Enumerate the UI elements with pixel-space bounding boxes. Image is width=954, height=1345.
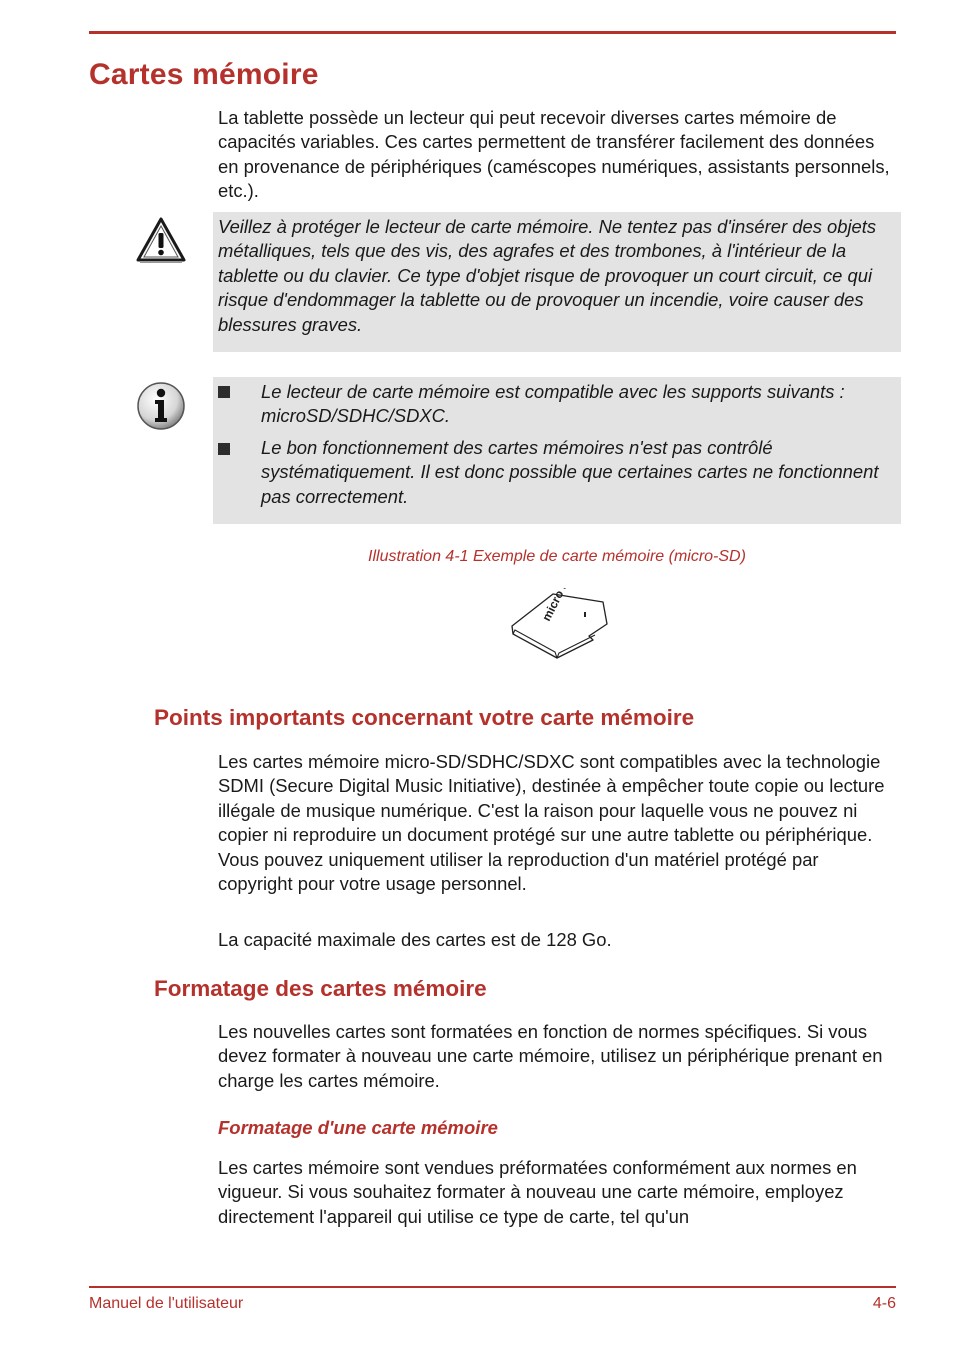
microsd-card-illustration bbox=[505, 588, 609, 665]
info-item: Le bon fonctionnement des cartes mémoires n'est pas contrôlé systématiquement. Il est donc possible que certaines cartes ne fonctionnent pas correctement. bbox=[261, 437, 879, 507]
header-rule bbox=[89, 31, 896, 34]
footer-manual-title: Manuel de l'utilisateur bbox=[89, 1295, 244, 1312]
bullet-icon bbox=[218, 443, 230, 455]
section-heading-formatting: Formatage des cartes mémoire bbox=[154, 976, 487, 1001]
footer-rule bbox=[89, 1286, 896, 1288]
section1-capacity-paragraph: La capacité maximale des cartes est de 128 Go. bbox=[218, 929, 612, 950]
svg-text:micro SD: micro SD bbox=[539, 588, 576, 624]
subsection-heading-format-card: Formatage d'une carte mémoire bbox=[218, 1117, 498, 1138]
warning-note bbox=[213, 212, 901, 352]
subsection-paragraph: Les cartes mémoire sont vendues préformatées conformément aux normes en vigueur. Si vous souhaitez formater à nouveau une carte mémoire, employez directement l'appareil qui utilise ce type de carte, tel qu'un bbox=[218, 1157, 857, 1227]
section2-paragraph: Les nouvelles cartes sont formatées en fonction de normes spécifiques. Si vous devez formater à nouveau une carte mémoire, utilisez un périphérique prenant en charge les cartes mémoire. bbox=[218, 1021, 883, 1091]
warning-triangle-icon bbox=[136, 216, 186, 271]
page-number: 4-6 bbox=[872, 1295, 896, 1312]
figure-caption: Illustration 4-1 Exemple de carte mémoire (micro-SD) bbox=[368, 548, 746, 565]
bullet-icon bbox=[218, 386, 230, 398]
info-note bbox=[213, 377, 901, 524]
section1-paragraph: Les cartes mémoire micro-SD/SDHC/SDXC sont compatibles avec la technologie SDMI (Secure Digital Music Initiative), destinée à empêcher toute copie ou lecture illégale de musique numérique. C'est la raison pour laquelle vous ne pouvez ni copier ni reproduire un document protégé sur une autre tablette ou périphérique. Vous pouvez uniquement utiliser la reproduction d'un matériel protégé par copyright pour votre usage personnel. bbox=[218, 751, 885, 895]
info-item: Le lecteur de carte mémoire est compatible avec les supports suivants : microSD/SDHC/SDXC. bbox=[261, 381, 845, 427]
intro-paragraph: La tablette possède un lecteur qui peut recevoir diverses cartes mémoire de capacités variables. Ces cartes permettent de transférer facilement des données en provenance de périphériques (caméscopes numériques, assistants personnels, etc.). bbox=[218, 107, 890, 202]
page-title: Cartes mémoire bbox=[89, 58, 319, 91]
section-heading-important-points: Points importants concernant votre carte mémoire bbox=[154, 705, 695, 730]
warning-text: Veillez à protéger le lecteur de carte mémoire. Ne tentez pas d'insérer des objets métalliques, tels que des vis, des agrafes et des trombones, à l'intérieur de la tablette ou du clavier. Ce type d'objet risque de provoquer un court circuit, ce qui risque d'endommager la tablette ou de provoquer un incendie, voire causer des blessures graves. bbox=[218, 216, 877, 335]
info-icon bbox=[136, 381, 186, 436]
